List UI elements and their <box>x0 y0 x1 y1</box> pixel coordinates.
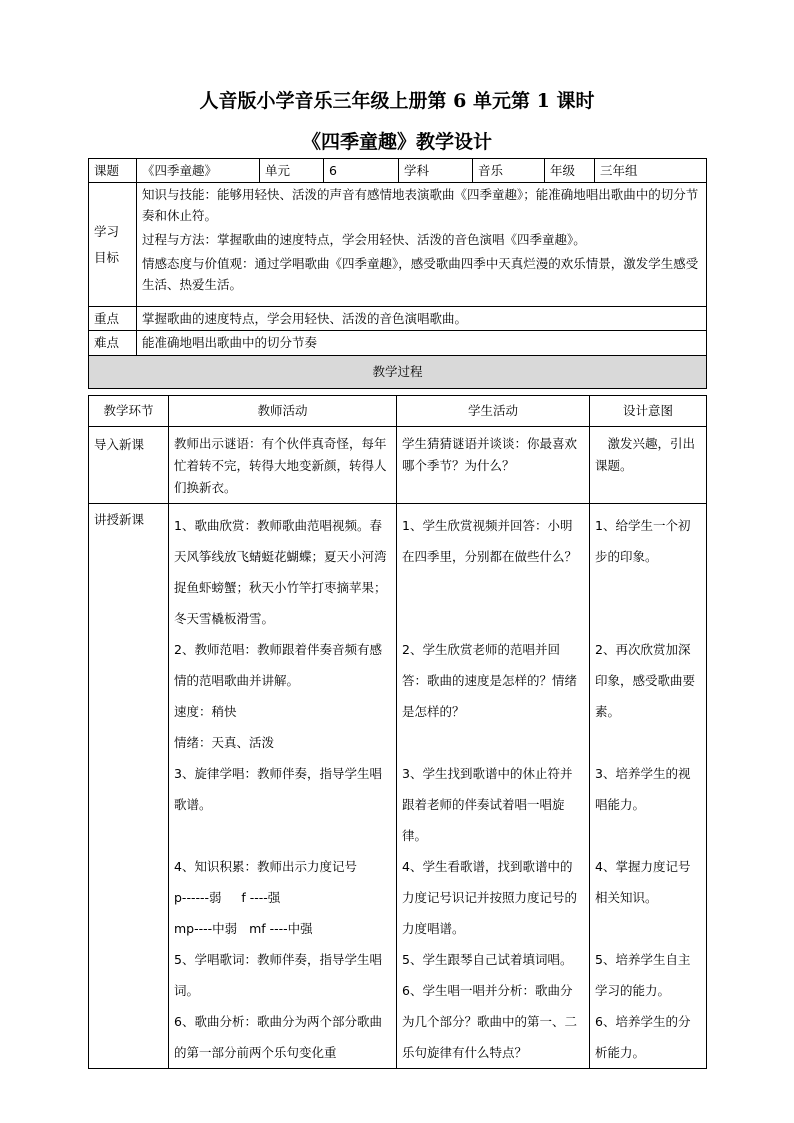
intent-step: 1、给学生一个初步的印象。 <box>595 518 691 564</box>
goal-item: 情感态度与价值观：通过学唱歌曲《四季童趣》，感受歌曲四季中天真烂漫的欢乐情景，激发学生感受生活、热爱生活。 <box>142 256 699 292</box>
goals-label-line1: 学习 <box>94 223 120 239</box>
grade-value: 三年组 <box>595 159 707 183</box>
intent-step: 6、培养学生的分析能力。 <box>595 1014 691 1060</box>
key-point-row <box>89 307 707 331</box>
new-lesson-row <box>89 504 707 1069</box>
goals-label-line2: 目标 <box>94 249 120 265</box>
new-stage: 讲授新课 <box>89 504 169 1069</box>
intro-stage: 导入新课 <box>89 427 169 504</box>
student-step: 1、学生欣赏视频并回答：小明在四季里，分别都在做些什么？ <box>402 518 578 564</box>
teacher-step: 2、教师范唱：教师跟着伴奏音频有感情的范唱歌曲并讲解。 <box>174 642 382 688</box>
document-title: 人音版小学音乐三年级上册第 6 单元第 1 课时 <box>199 90 595 112</box>
goals-label <box>89 183 137 307</box>
process-header-row <box>89 396 707 427</box>
unit-value: 6 <box>324 159 399 183</box>
student-step: 3、学生找到歌谱中的休止符并跟着老师的伴奏试着唱一唱旋律。 <box>402 766 573 843</box>
intent-step: 4、掌握力度记号相关知识。 <box>595 859 691 905</box>
process-table <box>88 395 707 1069</box>
student-step: 2、学生欣赏老师的范唱并回答：歌曲的速度是怎样的？情绪是怎样的？ <box>402 642 578 719</box>
teacher-step: 5、学唱歌词：教师伴奏，指导学生唱词。 <box>174 952 382 998</box>
new-student <box>397 504 590 1069</box>
key-point-value: 掌握歌曲的速度特点，学会用轻快、活泼的音色演唱歌曲。 <box>137 307 707 331</box>
document-subtitle: 《四季童趣》教学设计 <box>301 131 492 153</box>
teacher-step: 4、知识积累：教师出示力度记号 <box>174 859 357 874</box>
student-step: 4、学生看歌谱，找到歌谱中的力度记号识记并按照力度记号的力度唱谱。 <box>402 859 578 936</box>
difficulty-value: 能准确地唱出歌曲中的切分节奏 <box>137 331 707 356</box>
unit-label: 单元 <box>260 159 324 183</box>
topic-value: 《四季童趣》 <box>137 159 260 183</box>
teacher-step: 情绪：天真、活泼 <box>174 735 275 750</box>
teacher-step: 6、歌曲分析：歌曲分为两个部分歌曲的第一部分前两个乐句变化重 <box>174 1014 382 1060</box>
teacher-step: mp----中弱 mf ----中强 <box>174 921 313 936</box>
process-section-row <box>89 356 707 389</box>
difficulty-row <box>89 331 707 356</box>
teacher-step: p------弱 f ----强 <box>174 890 281 905</box>
header-stage: 教学环节 <box>89 396 169 427</box>
new-intent <box>590 504 707 1069</box>
intro-row <box>89 427 707 504</box>
student-step: 5、学生跟琴自己试着填词唱。 <box>402 952 573 967</box>
info-row <box>89 159 707 183</box>
intent-step: 3、培养学生的视唱能力。 <box>595 766 691 812</box>
new-teacher <box>169 504 397 1069</box>
process-section-title: 教学过程 <box>89 356 707 389</box>
student-step: 6、学生唱一唱并分析：歌曲分为几个部分？歌曲中的第一、二乐句旋律有什么特点？ <box>402 983 578 1060</box>
topic-label: 课题 <box>89 159 137 183</box>
intro-teacher: 教师出示谜语：有个伙伴真奇怪，每年忙着转不完，转得大地变新颜，转得人们换新衣。 <box>169 427 397 504</box>
header-teacher: 教师活动 <box>169 396 397 427</box>
teacher-step: 速度：稍快 <box>174 704 237 719</box>
goal-item: 知识与技能：能够用轻快、活泼的声音有感情地表演歌曲《四季童趣》；能准确地唱出歌曲中的切分节奏和休止符。 <box>142 187 699 223</box>
header-intent: 设计意图 <box>590 396 707 427</box>
spacer <box>174 820 391 851</box>
difficulty-label: 难点 <box>89 331 137 356</box>
intent-step: 5、培养学生自主学习的能力。 <box>595 952 691 998</box>
intro-intent: 激发兴趣，引出课题。 <box>590 427 707 504</box>
subject-label: 学科 <box>399 159 473 183</box>
goal-item: 过程与方法：掌握歌曲的速度特点，学会用轻快、活泼的音色演唱《四季童趣》。 <box>142 232 586 247</box>
header-student: 学生活动 <box>397 396 590 427</box>
goals-content <box>137 183 707 307</box>
intro-student: 学生猜猜谜语并谈谈：你最喜欢哪个季节？为什么？ <box>397 427 590 504</box>
intent-step: 2、再次欣赏加深印象，感受歌曲要素。 <box>595 642 696 719</box>
key-point-label: 重点 <box>89 307 137 331</box>
grade-label: 年级 <box>545 159 595 183</box>
lesson-plan-table <box>88 158 707 389</box>
goals-row <box>89 183 707 307</box>
teacher-step: 3、旋律学唱：教师伴奏，指导学生唱歌谱。 <box>174 766 382 812</box>
teacher-step: 1、歌曲欣赏：教师歌曲范唱视频。春天风筝线放飞蜻蜓花蝴蝶；夏天小河湾捉鱼虾螃蟹；秋天小竹竿打枣摘苹果；冬天雪橇板滑雪。 <box>174 518 387 626</box>
subject-value: 音乐 <box>473 159 545 183</box>
